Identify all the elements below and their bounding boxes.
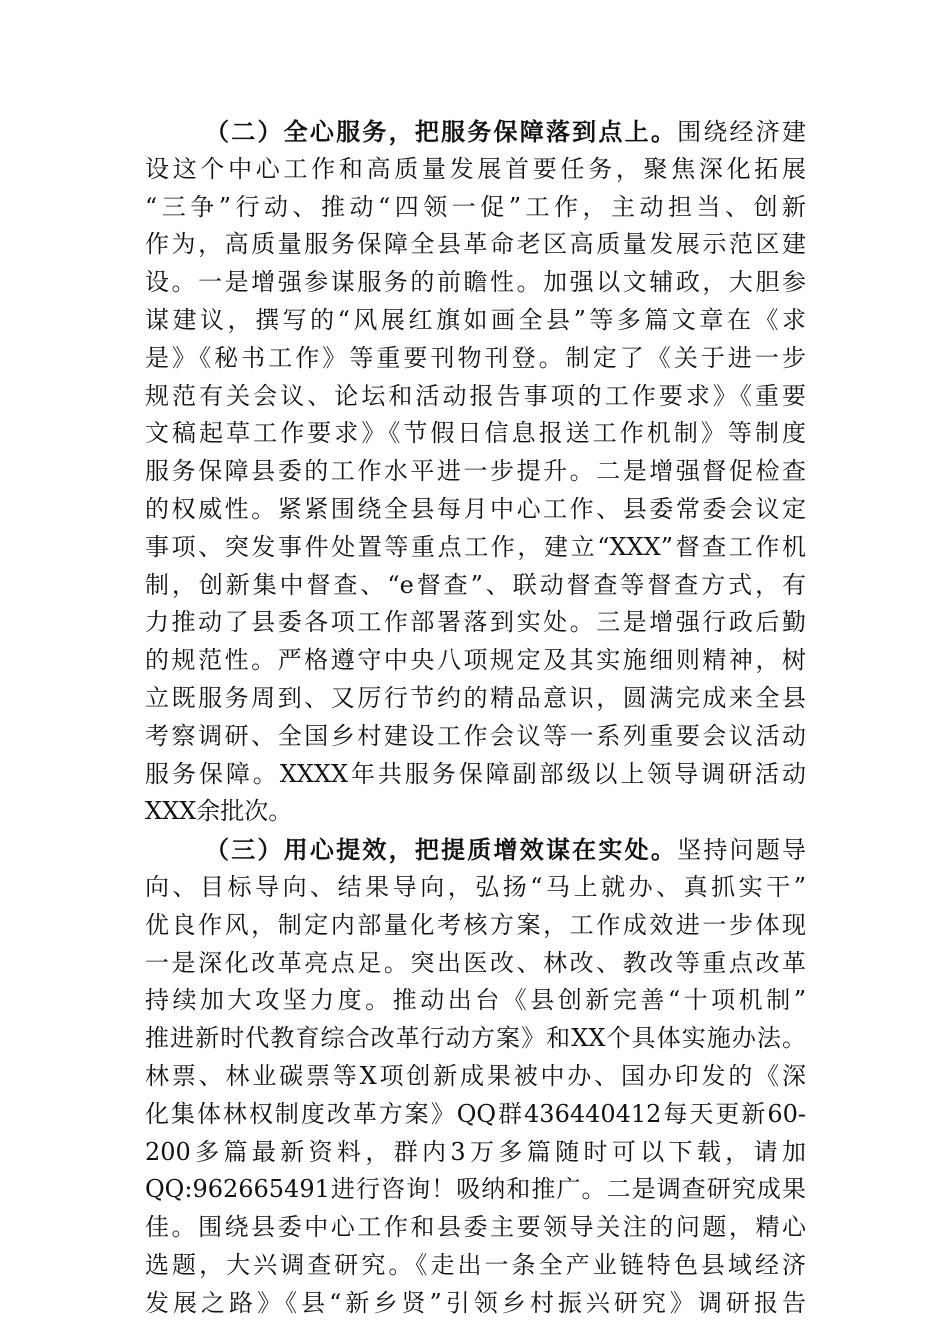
paragraph-3-line-1	[145, 831, 806, 869]
text-line: “三争”行动、推动“四领一促”工作，主动担当、创新	[145, 192, 806, 221]
text-line: 服务保障。XXXX年共服务保障副部级以上领导调研活动	[145, 759, 806, 788]
text-line: 一是深化改革亮点足。突出医改、林改、教改等重点改革	[145, 948, 806, 977]
text-line: 向、目标导向、结果导向，弘扬“马上就办、真抓实干”	[145, 872, 806, 901]
text-line: 优良作风，制定内部量化考核方案，工作成效进一步体现	[145, 910, 806, 939]
text-line: 文稿起草工作要求》《节假日信息报送工作机制》等制度	[145, 419, 806, 448]
text-line: 设这个中心工作和高质量发展首要任务，聚焦深化拓展	[145, 154, 806, 183]
paragraph-2-line-1	[145, 113, 806, 151]
text-line: 化集体林权制度改革方案》QQ群436440412每天更新60-	[145, 1099, 806, 1128]
text-line: 林票、林业碳票等X项创新成果被中办、国办印发的《深	[145, 1061, 806, 1090]
text-line: 持续加大攻坚力度。推动出台《县创新完善“十项机制”	[145, 986, 806, 1015]
text-line: 的权威性。紧紧围绕全县每月中心工作、县委常委会议定	[145, 494, 806, 523]
text-span: 围绕经济建	[677, 118, 807, 146]
section-3-heading: （三）用心提效，把提质增效谋在实处。	[205, 835, 678, 865]
text-line: 发展之路》《县“新乡贤”引领乡村振兴研究》调研报告	[145, 1288, 806, 1317]
document-body	[145, 113, 806, 1323]
text-line: 服务保障县委的工作水平进一步提升。二是增强督促检查	[145, 457, 806, 486]
section-2-heading: （二）全心服务，把服务保障落到点上。	[205, 117, 678, 146]
text-line: 是》《秘书工作》等重要刊物刊登。制定了《关于进一步	[145, 343, 806, 372]
text-line: QQ:962665491进行咨询！吸纳和推广。二是调查研究成果	[145, 1175, 806, 1204]
text-line: 佳。围绕县委中心工作和县委主要领导关注的问题，精心	[145, 1213, 806, 1242]
text-line: 谋建议，撰写的“风展红旗如画全县”等多篇文章在《求	[145, 305, 806, 334]
text-line: 制，创新集中督查、“e督查”、联动督查等督查方式，有	[145, 570, 806, 599]
text-line: 200多篇最新资料，群内3万多篇随时可以下载，请加	[145, 1137, 806, 1166]
text-line: 的规范性。严格遵守中央八项规定及其实施细则精神，树	[145, 646, 806, 675]
text-line: 规范有关会议、论坛和活动报告事项的工作要求》《重要	[145, 381, 806, 410]
text-line: 推进新时代教育综合改革行动方案》和XX个具体实施办法。	[145, 1024, 806, 1053]
text-line: XXX余批次。	[145, 797, 293, 826]
text-line: 事项、突发事件处置等重点工作，建立“XXX”督查工作机	[145, 532, 806, 561]
text-line: 立既服务周到、又厉行节约的精品意识，圆满完成来全县	[145, 683, 806, 712]
text-line: 设。一是增强参谋服务的前瞻性。加强以文辅政，大胆参	[145, 268, 806, 297]
text-line: 力推动了县委各项工作部署落到实处。三是增强行政后勤	[145, 608, 806, 637]
text-span: 坚持问题导	[677, 836, 807, 865]
text-line: 选题，大兴调查研究。《走出一条全产业链特色县域经济	[145, 1250, 806, 1279]
text-line: 作为，高质量服务保障全县革命老区高质量发展示范区建	[145, 230, 806, 259]
text-line: 考察调研、全国乡村建设工作会议等一系列重要会议活动	[145, 721, 806, 750]
